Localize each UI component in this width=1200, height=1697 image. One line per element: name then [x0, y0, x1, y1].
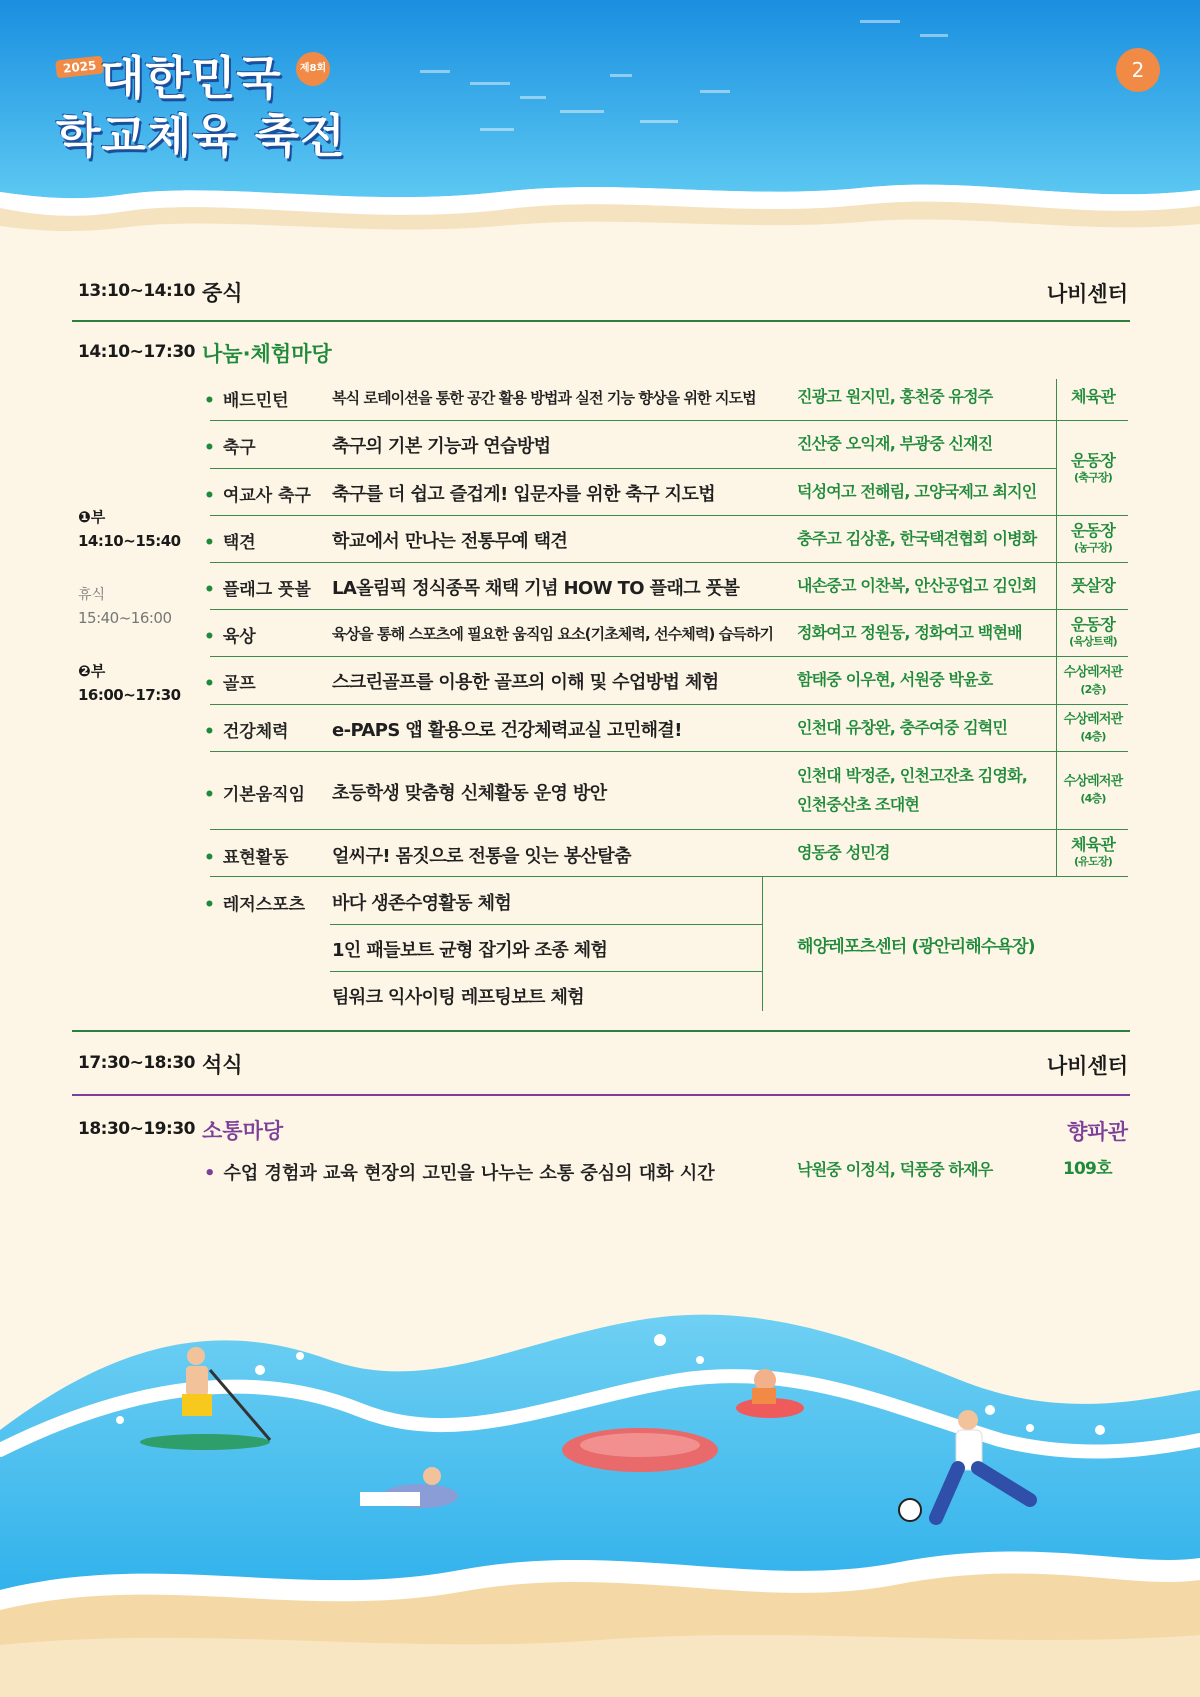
table-row-sport: • 택견 — [204, 533, 256, 553]
part2-label: ❷부 — [78, 662, 106, 680]
venue-field-basketball: 운동장 (농구장) — [1071, 521, 1115, 554]
table-row-topic: 복식 로테이션을 통한 공간 활용 방법과 실전 기능 향상을 위한 지도법 — [332, 389, 756, 407]
leisure-topic: 1인 패들보트 균형 잡기와 조종 체험 — [332, 940, 608, 961]
lunch-time: 13:10~14:10 — [78, 281, 195, 301]
table-row-sport: • 축구 — [204, 438, 256, 458]
row-divider — [210, 704, 1128, 705]
table-row-sport: • 플래그 풋볼 — [204, 580, 311, 600]
table-row-instructors: 인천대 박정준, 인천고잔초 김영화, — [797, 766, 1028, 785]
table-row-sport: • 육상 — [204, 627, 256, 647]
table-row-sport: • 여교사 축구 — [204, 486, 311, 506]
venue-futsal: 풋살장 — [1071, 576, 1115, 595]
table-row-instructors: 진광고 원지민, 홍천중 유정주 — [797, 387, 993, 406]
divider-line — [72, 1030, 1130, 1032]
break-time: 15:40~16:00 — [78, 609, 172, 627]
communication-room: 109호 — [1063, 1159, 1112, 1179]
venue-water-leisure-4f: 수상레저관 (4층) — [1063, 774, 1123, 805]
table-row-topic: LA올림픽 정식종목 채택 기념 HOW TO 플래그 풋볼 — [332, 578, 740, 599]
venue-column-divider — [1056, 379, 1057, 876]
year-badge: 2025 — [55, 56, 104, 79]
row-divider — [210, 829, 1128, 830]
table-row-topic: 축구의 기본 기능과 연습방법 — [332, 436, 551, 457]
table-row-instructors: 정화여고 정원동, 정화여고 백현배 — [797, 623, 1022, 642]
lunch-title: 중식 — [202, 281, 243, 305]
edition-badge: 제8회 — [296, 52, 330, 86]
leisure-venue: 해양레포츠센터 (광안리해수욕장) — [797, 937, 1035, 957]
row-divider — [210, 515, 1128, 516]
row-divider — [210, 876, 1128, 877]
row-divider — [210, 656, 1128, 657]
table-row-instructors: 충주고 김상훈, 한국택견협회 이병화 — [797, 529, 1037, 548]
leisure-sport: • 레저스포츠 — [204, 895, 305, 915]
venue-gym: 체육관 — [1071, 387, 1115, 406]
part1-label: ❶부 — [78, 508, 106, 526]
table-row-instructors-line2: 인천중산초 조대현 — [797, 795, 920, 814]
table-row-instructors: 내손중고 이찬복, 안산공업고 김인회 — [797, 576, 1037, 595]
table-row-sport: • 골프 — [204, 674, 256, 694]
venue-field-soccer: 운동장 (축구장) — [1071, 451, 1115, 484]
table-row-instructors: 진산중 오익재, 부광중 신재진 — [797, 434, 993, 453]
table-row-topic: 초등학생 맞춤형 신체활동 운영 방안 — [332, 783, 607, 804]
row-divider — [210, 609, 1128, 610]
part2-time: 16:00~17:30 — [78, 686, 181, 704]
table-row-topic: 육상을 통해 스포츠에 필요한 움직임 요소(기초체력, 선수체력) 습득하기 — [332, 625, 774, 643]
table-row-instructors: 덕성여고 전해림, 고양국제고 최지인 — [797, 482, 1037, 501]
page-number: 2 — [1116, 48, 1160, 92]
table-row-topic: 축구를 더 쉽고 즐겁게! 입문자를 위한 축구 지도법 — [332, 484, 716, 505]
row-divider — [210, 468, 1056, 469]
leisure-topic: 팀워크 익사이팅 레프팅보트 체험 — [332, 987, 585, 1008]
table-row-topic: 얼씨구! 몸짓으로 전통을 잇는 봉산탈춤 — [332, 846, 631, 867]
row-divider — [210, 420, 1128, 421]
festival-logo-line1: 대한민국 — [100, 51, 282, 105]
communication-venue: 향파관 — [1067, 1120, 1128, 1144]
divider-line-purple — [72, 1094, 1130, 1096]
break-label: 휴식 — [78, 587, 106, 603]
venue-water-leisure-2f: 수상레저관 (2층) — [1063, 665, 1123, 696]
divider-line — [72, 320, 1130, 322]
sharing-time: 14:10~17:30 — [78, 342, 195, 362]
venue-field-track: 운동장 (육상트랙) — [1069, 615, 1117, 648]
lunch-venue: 나비센터 — [1046, 282, 1128, 306]
communication-topic: • 수업 경험과 교육 현장의 고민을 나누는 소통 중심의 대화 시간 — [204, 1163, 715, 1184]
row-divider — [330, 971, 762, 972]
leisure-column-divider — [762, 876, 763, 1011]
sharing-title: 나눔·체험마당 — [202, 342, 332, 366]
festival-logo-line2: 학교체육 축전 — [56, 109, 346, 163]
leisure-topic: 바다 생존수영활동 체험 — [332, 893, 512, 914]
table-row-instructors: 함태중 이우현, 서원중 박윤호 — [797, 670, 993, 689]
part1-time: 14:10~15:40 — [78, 532, 181, 550]
venue-water-leisure-4f: 수상레저관 (4층) — [1063, 712, 1123, 743]
communication-title: 소통마당 — [202, 1119, 284, 1143]
row-divider — [330, 924, 762, 925]
table-row-topic: 학교에서 만나는 전통무예 택견 — [332, 531, 568, 552]
table-row-sport: • 기본움직임 — [204, 785, 305, 805]
dinner-title: 석식 — [202, 1053, 243, 1077]
row-divider — [210, 562, 1128, 563]
table-row-topic: e-PAPS 앱 활용으로 건강체력교실 고민해결! — [332, 720, 682, 741]
table-row-sport: • 건강체력 — [204, 722, 289, 742]
beach-illustration — [0, 1300, 1200, 1697]
table-row-sport: • 표현활동 — [204, 848, 289, 868]
communication-time: 18:30~19:30 — [78, 1119, 195, 1139]
table-row-instructors: 영동중 성민경 — [797, 843, 890, 862]
table-row-topic: 스크린골프를 이용한 골프의 이해 및 수업방법 체험 — [332, 672, 719, 693]
dinner-venue: 나비센터 — [1046, 1054, 1128, 1078]
venue-gym-judo: 체육관 (유도장) — [1071, 835, 1115, 868]
table-row-sport: • 배드민턴 — [204, 391, 289, 411]
row-divider — [210, 751, 1128, 752]
table-row-instructors: 인천대 유창완, 충주여중 김혁민 — [797, 718, 1008, 737]
communication-instructors: 낙원중 이정석, 덕풍중 하재우 — [797, 1160, 993, 1179]
dinner-time: 17:30~18:30 — [78, 1053, 195, 1073]
